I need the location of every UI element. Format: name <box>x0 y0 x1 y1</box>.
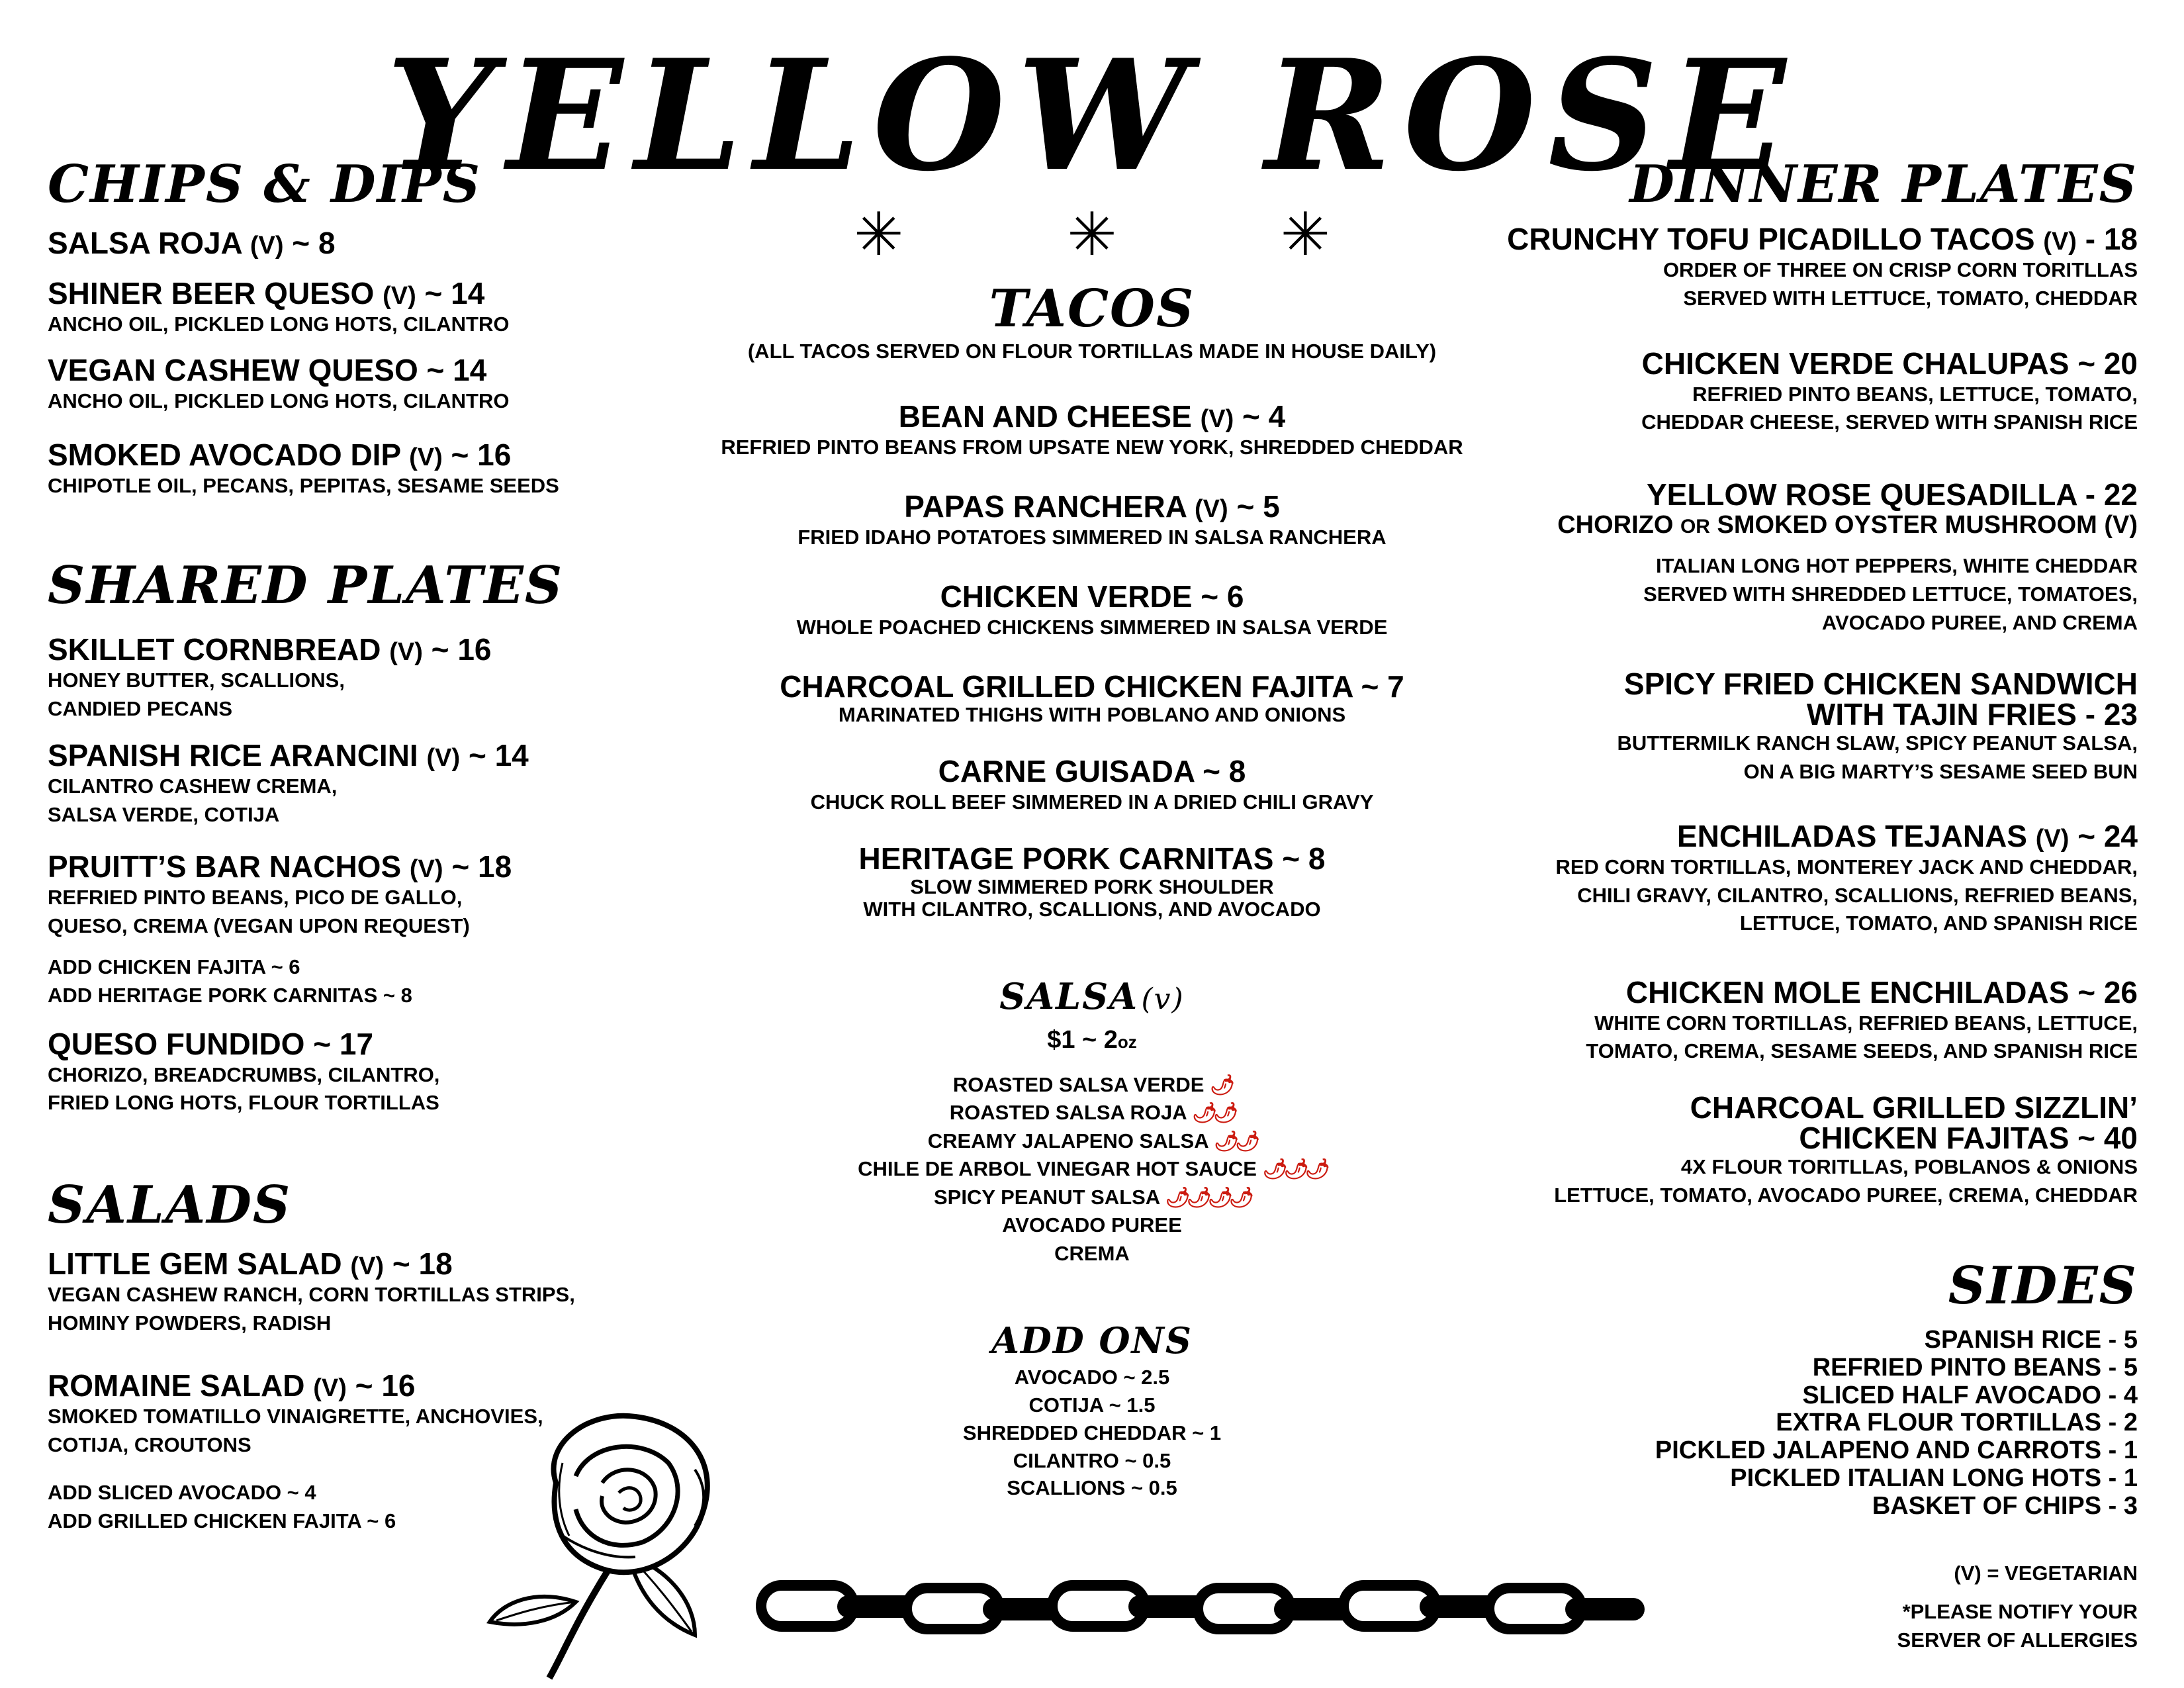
item-price: ~ 4 <box>1242 399 1286 434</box>
menu-item <box>48 438 559 500</box>
item-title: YELLOW ROSE QUESADILLA - 22 <box>1646 477 2138 512</box>
item-title: CRUNCHY TOFU PICADILLO TACOS <box>1507 222 2035 256</box>
item-price: ~ 17 <box>313 1027 374 1061</box>
item-title: CHARCOAL GRILLED CHICKEN FAJITA <box>780 669 1353 704</box>
menu-item <box>48 1027 439 1117</box>
menu-item <box>48 353 510 415</box>
item-title: CARNE GUISADA <box>938 754 1195 788</box>
star-icon: ✳ <box>1067 202 1117 268</box>
veg-mark: (V) <box>1195 495 1228 523</box>
item-title: CHICKEN MOLE ENCHILADAS <box>1625 975 2070 1009</box>
veg-mark: (v) <box>1141 982 1185 1016</box>
side-item: PICKLED ITALIAN LONG HOTS - 1 <box>1730 1464 2138 1492</box>
veg-mark: (V) <box>313 1374 347 1402</box>
item-description: SALSA VERDE, COTIJA <box>48 802 280 826</box>
veg-mark: (V) <box>409 444 443 471</box>
section-heading-chips: CHIPS & DIPS <box>48 154 482 214</box>
menu-item <box>1343 820 2138 938</box>
item-description: CHEDDAR CHEESE, SERVED WITH SPANISH RICE <box>1641 410 2138 434</box>
veg-mark: (V) <box>409 855 443 883</box>
item-title: WITH TAJIN FRIES - 23 <box>1806 697 2138 731</box>
menu-item <box>48 739 529 829</box>
item-title: LITTLE GEM SALAD <box>48 1246 342 1281</box>
item-description: WITH CILANTRO, SCALLIONS, AND AVOCADO <box>863 897 1321 921</box>
item-title: CHICKEN FAJITAS ~ 40 <box>1799 1121 2138 1155</box>
item-price: ~ 16 <box>355 1368 416 1403</box>
item-title: SHINER BEER QUESO <box>48 276 375 310</box>
item-price: ~ 16 <box>451 438 512 472</box>
item-description: CANDIED PECANS <box>48 696 233 720</box>
veg-mark: (V) <box>389 638 423 666</box>
item-description: SMOKED TOMATILLO VINAIGRETTE, ANCHOVIES, <box>48 1404 543 1428</box>
chain-link <box>1565 1598 1645 1620</box>
item-description: ANCHO OIL, PICKLED LONG HOTS, CILANTRO <box>48 312 510 336</box>
section-heading-addons: ADD ONS <box>991 1319 1193 1362</box>
addon-item: ADD CHICKEN FAJITA ~ 6 <box>48 955 300 978</box>
star-icon: ✳ <box>1280 202 1330 268</box>
addon-item: AVOCADO ~ 2.5 <box>1014 1366 1170 1389</box>
salsa-name: CHILE DE ARBOL VINEGAR HOT SAUCE <box>858 1157 1257 1181</box>
item-description: REFRIED PINTO BEANS, PICO DE GALLO, <box>48 885 463 909</box>
item-price: ~ 7 <box>1361 669 1404 704</box>
side-item: SPANISH RICE - 5 <box>1924 1326 2138 1354</box>
item-description: CHORIZO, BREADCRUMBS, CILANTRO, <box>48 1062 440 1086</box>
item-description: HONEY BUTTER, SCALLIONS, <box>48 668 345 692</box>
allergy-line: SERVER OF ALLERGIES <box>1897 1628 2138 1652</box>
addon-item: COTIJA ~ 1.5 <box>1028 1393 1156 1417</box>
section-heading-salsa: SALSA <box>999 975 1139 1017</box>
item-description: AVOCADO PUREE, AND CREMA <box>1821 610 2138 634</box>
star-divider <box>854 202 1330 268</box>
item-title: HERITAGE PORK CARNITAS <box>858 841 1274 876</box>
veg-mark: (V) <box>1200 405 1234 433</box>
addon-list <box>48 1479 396 1536</box>
item-description: LETTUCE, TOMATO, AND SPANISH RICE <box>1739 912 2138 935</box>
item-description: SERVED WITH LETTUCE, TOMATO, CHEDDAR <box>1683 286 2138 310</box>
section-heading-tacos: TACOS <box>989 279 1195 339</box>
menu-item <box>1343 976 2138 1066</box>
section-heading-dinner: DINNER PLATES <box>1629 154 2138 214</box>
addon-item: ADD SLICED AVOCADO ~ 4 <box>48 1481 316 1504</box>
chili-pepper-icon: 🌶🌶 <box>1192 1102 1235 1125</box>
option-a: CHORIZO <box>1557 510 1674 539</box>
item-price: ~ 8 <box>1203 754 1246 788</box>
menu-title: YELLOW ROSE <box>386 26 1798 205</box>
item-price: ~ 18 <box>451 849 512 884</box>
veg-mark: (V) <box>2035 825 2070 853</box>
menu-item <box>48 633 491 723</box>
item-price: ~ 14 <box>424 276 485 310</box>
chain-illustration <box>741 1549 1774 1668</box>
veg-mark: (V) <box>383 282 416 310</box>
salsa-item: CREMA <box>1054 1241 1130 1265</box>
item-price: ~ 26 <box>2077 975 2138 1009</box>
item-description: TOMATO, CREMA, SESAME SEEDS, AND SPANISH RICE <box>1586 1039 2138 1063</box>
item-description: SERVED WITH SHREDDED LETTUCE, TOMATOES, <box>1643 583 2138 606</box>
salsa-name: ROASTED SALSA VERDE <box>952 1073 1205 1096</box>
option-b: SMOKED OYSTER MUSHROOM (V) <box>1717 510 2138 539</box>
menu-item <box>1343 222 2138 312</box>
item-description: MARINATED THIGHS WITH POBLANO AND ONIONS <box>838 702 1346 726</box>
item-options <box>1343 512 2138 539</box>
item-description: LETTUCE, TOMATO, AVOCADO PUREE, CREMA, CHEDDAR <box>1554 1183 2138 1207</box>
section-heading-shared: SHARED PLATES <box>48 555 564 616</box>
item-description: ANCHO OIL, PICKLED LONG HOTS, CILANTRO <box>48 389 510 412</box>
item-description: REFRIED PINTO BEANS FROM UPSATE NEW YORK, SHREDDED CHEDDAR <box>721 435 1463 459</box>
item-description: CHUCK ROLL BEEF SIMMERED IN A DRIED CHILI GRAVY <box>810 790 1374 814</box>
star-icon: ✳ <box>854 202 904 268</box>
tacos-note: (ALL TACOS SERVED ON FLOUR TORTILLAS MADE IN HOUSE DAILY) <box>747 340 1437 363</box>
item-description: REFRIED PINTO BEANS, LETTUCE, TOMATO, <box>1692 382 2138 406</box>
addon-list <box>48 953 412 1010</box>
salsa-price-unit: oz <box>1117 1032 1137 1052</box>
item-title: BEAN AND CHEESE <box>898 399 1192 434</box>
item-description: CHIPOTLE OIL, PECANS, PEPITAS, SESAME SEEDS <box>48 473 559 497</box>
item-description: BUTTERMILK RANCH SLAW, SPICY PEANUT SALSA, <box>1617 731 2138 755</box>
item-description: HOMINY POWDERS, RADISH <box>48 1311 332 1335</box>
item-description: CILANTRO CASHEW CREMA, <box>48 774 338 798</box>
salsa-item: AVOCADO PUREE <box>1002 1213 1182 1237</box>
veg-mark: (V) <box>426 744 461 772</box>
allergy-line: *PLEASE NOTIFY YOUR <box>1902 1600 2138 1623</box>
item-price: ~ 14 <box>426 353 487 387</box>
vegetarian-legend: (V) = VEGETARIAN <box>1954 1562 2138 1585</box>
addon-item: SHREDDED CHEDDAR ~ 1 <box>962 1421 1222 1444</box>
item-description: WHOLE POACHED CHICKENS SIMMERED IN SALSA VERDE <box>796 615 1388 639</box>
item-description: ON A BIG MARTY’S SESAME SEED BUN <box>1743 759 2138 783</box>
item-price: ~ 8 <box>1282 841 1326 876</box>
item-description: FRIED IDAHO POTATOES SIMMERED IN SALSA RANCHERA <box>797 525 1387 549</box>
item-description: ITALIAN LONG HOT PEPPERS, WHITE CHEDDAR <box>1656 554 2138 578</box>
item-description: RED CORN TORTILLAS, MONTEREY JACK AND CHEDDAR, <box>1555 855 2138 878</box>
menu-item <box>48 850 512 940</box>
chili-pepper-icon: 🌶🌶🌶🌶 <box>1165 1186 1251 1209</box>
menu-item <box>1343 347 2138 437</box>
item-price: ~ 20 <box>2077 346 2138 381</box>
side-item: BASKET OF CHIPS - 3 <box>1872 1491 2138 1520</box>
section-heading-salads: SALADS <box>48 1175 292 1235</box>
item-title: SMOKED AVOCADO DIP <box>48 438 401 472</box>
item-title: SPANISH RICE ARANCINI <box>48 738 418 773</box>
side-item: SLICED HALF AVOCADO - 4 <box>1802 1381 2138 1409</box>
item-title: ROMAINE SALAD <box>48 1368 305 1403</box>
addon-item: SCALLIONS ~ 0.5 <box>1007 1476 1177 1500</box>
addon-item: CILANTRO ~ 0.5 <box>1013 1448 1171 1472</box>
chili-pepper-icon: 🌶🌶 <box>1214 1130 1257 1152</box>
veg-mark: (V) <box>350 1252 385 1280</box>
menu-item <box>48 1247 575 1337</box>
item-title: ENCHILADAS TEJANAS <box>1676 819 2027 853</box>
item-title: QUESO FUNDIDO <box>48 1027 305 1061</box>
item-description: QUESO, CREMA (VEGAN UPON REQUEST) <box>48 914 470 937</box>
option-or: OR <box>1680 515 1710 538</box>
salsa-price-value: $1 ~ 2 <box>1047 1026 1118 1054</box>
item-description: SLOW SIMMERED PORK SHOULDER <box>910 874 1274 898</box>
veg-mark: (V) <box>250 232 284 259</box>
item-price: ~ 5 <box>1236 489 1280 524</box>
item-title: CHICKEN VERDE CHALUPAS <box>1641 346 2070 381</box>
side-item: EXTRA FLOUR TORTILLAS - 2 <box>1776 1409 2138 1437</box>
item-title: VEGAN CASHEW QUESO <box>48 353 418 387</box>
side-item: PICKLED JALAPENO AND CARROTS - 1 <box>1655 1436 2138 1465</box>
item-description: CHILI GRAVY, CILANTRO, SCALLIONS, REFRIED BEANS, <box>1577 883 2138 907</box>
salsa-name: SPICY PEANUT SALSA <box>933 1185 1160 1209</box>
item-title: PAPAS RANCHERA <box>904 489 1187 524</box>
item-title: SPICY FRIED CHICKEN SANDWICH <box>1623 667 2138 701</box>
item-description: ORDER OF THREE ON CRISP CORN TORITLLAS <box>1662 258 2138 281</box>
item-price: ~ 24 <box>2077 819 2138 853</box>
item-title: SALSA ROJA <box>48 226 242 260</box>
addon-item: ADD HERITAGE PORK CARNITAS ~ 8 <box>48 983 412 1007</box>
item-description: WHITE CORN TORTILLAS, REFRIED BEANS, LETTUCE, <box>1594 1011 2138 1035</box>
menu-item <box>1343 1092 2138 1210</box>
item-price: - 18 <box>2085 222 2138 256</box>
item-description: COTIJA, CROUTONS <box>48 1432 251 1456</box>
menu-item <box>1343 478 2138 637</box>
item-price: ~ 8 <box>292 226 336 260</box>
item-price: ~ 6 <box>1201 579 1244 614</box>
menu-item <box>48 277 510 339</box>
addon-item: ADD GRILLED CHICKEN FAJITA ~ 6 <box>48 1509 396 1532</box>
side-item: REFRIED PINTO BEANS - 5 <box>1812 1353 2138 1382</box>
item-name <box>48 226 336 260</box>
sides-list <box>1343 1327 2138 1521</box>
menu-item <box>1343 669 2138 786</box>
item-title: PRUITT’S BAR NACHOS <box>48 849 402 884</box>
item-title: CHARCOAL GRILLED SIZZLIN’ <box>1690 1090 2138 1125</box>
chili-pepper-icon: 🌶 <box>1210 1074 1232 1096</box>
item-price: ~ 18 <box>392 1246 453 1281</box>
rose-illustration <box>477 1403 781 1681</box>
salsa-name: CREAMY JALAPENO SALSA <box>927 1129 1208 1152</box>
chili-pepper-icon: 🌶🌶🌶 <box>1262 1158 1326 1181</box>
salsa-name: ROASTED SALSA ROJA <box>949 1101 1187 1125</box>
item-price: ~ 16 <box>431 632 492 667</box>
section-heading-sides: SIDES <box>1948 1256 2138 1316</box>
veg-mark: (V) <box>2043 228 2077 256</box>
item-description: VEGAN CASHEW RANCH, CORN TORTILLAS STRIPS, <box>48 1282 575 1306</box>
menu-item <box>48 1369 543 1459</box>
item-title: CHICKEN VERDE <box>940 579 1193 614</box>
menu-item <box>48 226 336 260</box>
item-price: ~ 14 <box>468 738 529 773</box>
item-title: SKILLET CORNBREAD <box>48 632 381 667</box>
item-description: FRIED LONG HOTS, FLOUR TORTILLAS <box>48 1091 439 1115</box>
item-description: 4X FLOUR TORITLLAS, POBLANOS & ONIONS <box>1680 1155 2138 1178</box>
